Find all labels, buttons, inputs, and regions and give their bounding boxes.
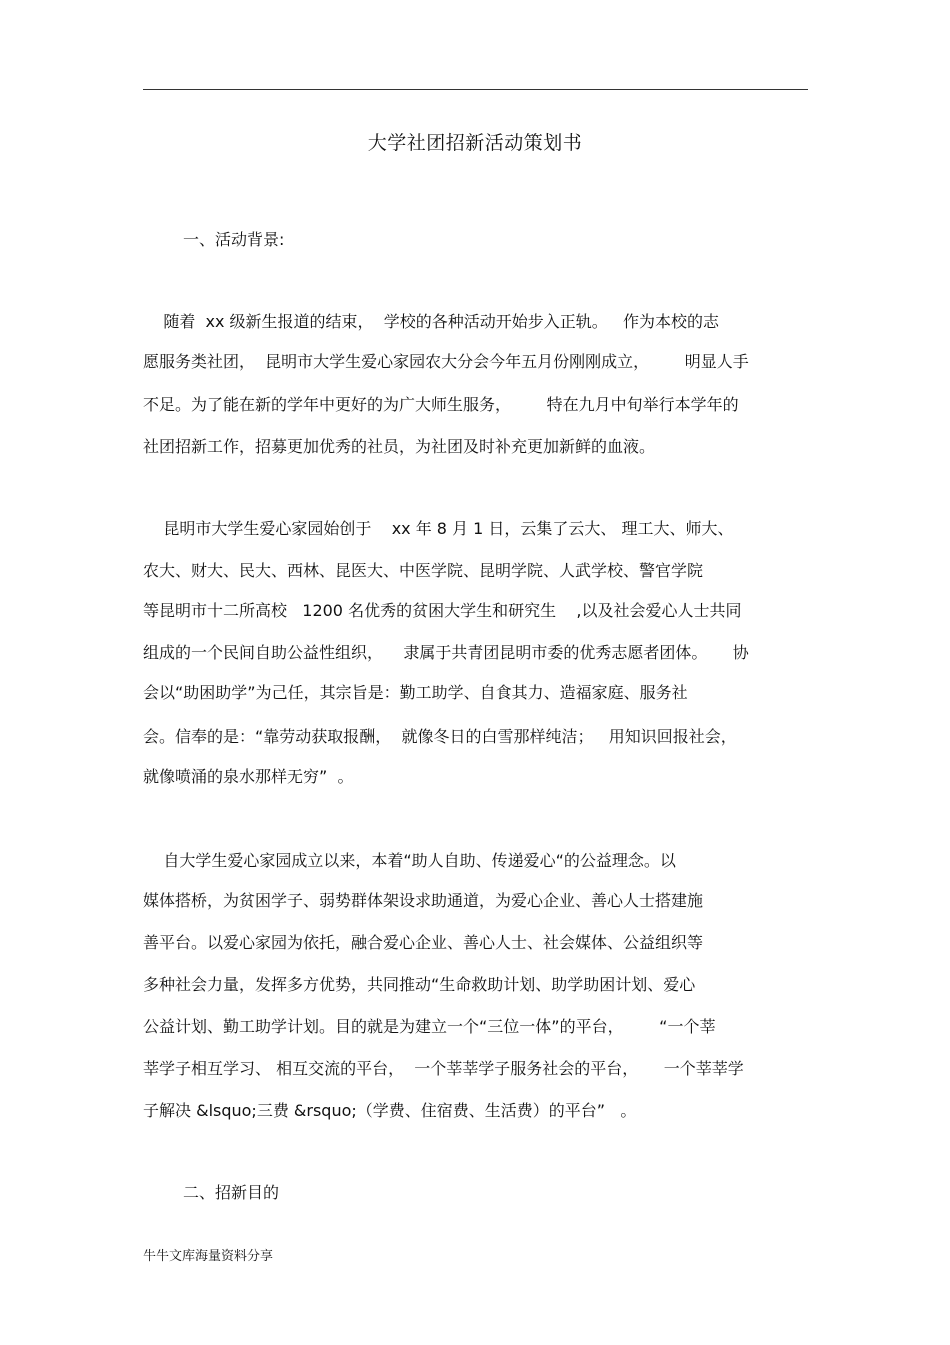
paragraph-line: 子解决 &lsquo;三费 &rsquo;（学费、住宿费、生活费）的平台” 。 (143, 1101, 637, 1120)
paragraph-line: 昆明市大学生爱心家园始创于 xx 年 8 月 1 日，云集了云大、 理工大、师大、 (143, 519, 734, 538)
top-rule (143, 89, 808, 90)
paragraph-line: 农大、财大、民大、西林、昆医大、中医学院、昆明学院、人武学校、警官学院 (143, 561, 704, 580)
paragraph-line: 多种社会力量，发挥多方优势，共同推动“生命救助计划、助学助困计划、爱心 (143, 975, 696, 994)
page-footer: 牛牛文库海量资料分享 (143, 1249, 274, 1264)
paragraph-line: 愿服务类社团， 昆明市大学生爱心家园农大分会今年五月份刚刚成立， 明显人手 (143, 352, 749, 371)
paragraph-line: 随着 xx 级新生报道的结束， 学校的各种活动开始步入正轨。 作为本校的志 (143, 312, 719, 331)
paragraph-line: 媒体搭桥，为贫困学子、弱势群体架设求助通道，为爱心企业、善心人士搭建施 (143, 891, 704, 910)
document-title: 大学社团招新活动策划书 (367, 132, 583, 154)
paragraph-line: 等昆明市十二所高校 1200 名优秀的贫困大学生和研究生 ,以及社会爱心人士共同 (143, 601, 742, 620)
paragraph-line: 会以“助困助学”为己任，其宗旨是：勤工助学、自食其力、造福家庭、服务社 (143, 683, 688, 702)
paragraph-line: 自大学生爱心家园成立以来，本着“助人自助、传递爱心“的公益理念。以 (143, 851, 676, 870)
paragraph-line: 公益计划、勤工助学计划。目的就是为建立一个“三位一体”的平台， “一个莘 (143, 1017, 716, 1036)
section-heading-purpose: 二、招新目的 (183, 1183, 280, 1202)
section-heading-background: 一、活动背景: (183, 230, 285, 249)
paragraph-line: 善平台。以爱心家园为依托，融合爱心企业、善心人士、社会媒体、公益组织等 (143, 933, 704, 952)
paragraph-line: 不足。为了能在新的学年中更好的为广大师生服务， 特在九月中旬举行本学年的 (143, 395, 739, 414)
paragraph-line: 莘学子相互学习、 相互交流的平台， 一个莘莘学子服务社会的平台， 一个莘莘学 (143, 1059, 744, 1078)
paragraph-line: 社团招新工作，招募更加优秀的社员，为社团及时补充更加新鲜的血液。 (143, 437, 656, 456)
paragraph-line: 就像喷涌的泉水那样无穷” 。 (143, 767, 354, 786)
paragraph-line: 组成的一个民间自助公益性组织， 隶属于共青团昆明市委的优秀志愿者团体。 协 (143, 643, 749, 662)
paragraph-line: 会。信奉的是：“靠劳动获取报酬， 就像冬日的白雪那样纯洁； 用知识回报社会， (143, 727, 737, 746)
